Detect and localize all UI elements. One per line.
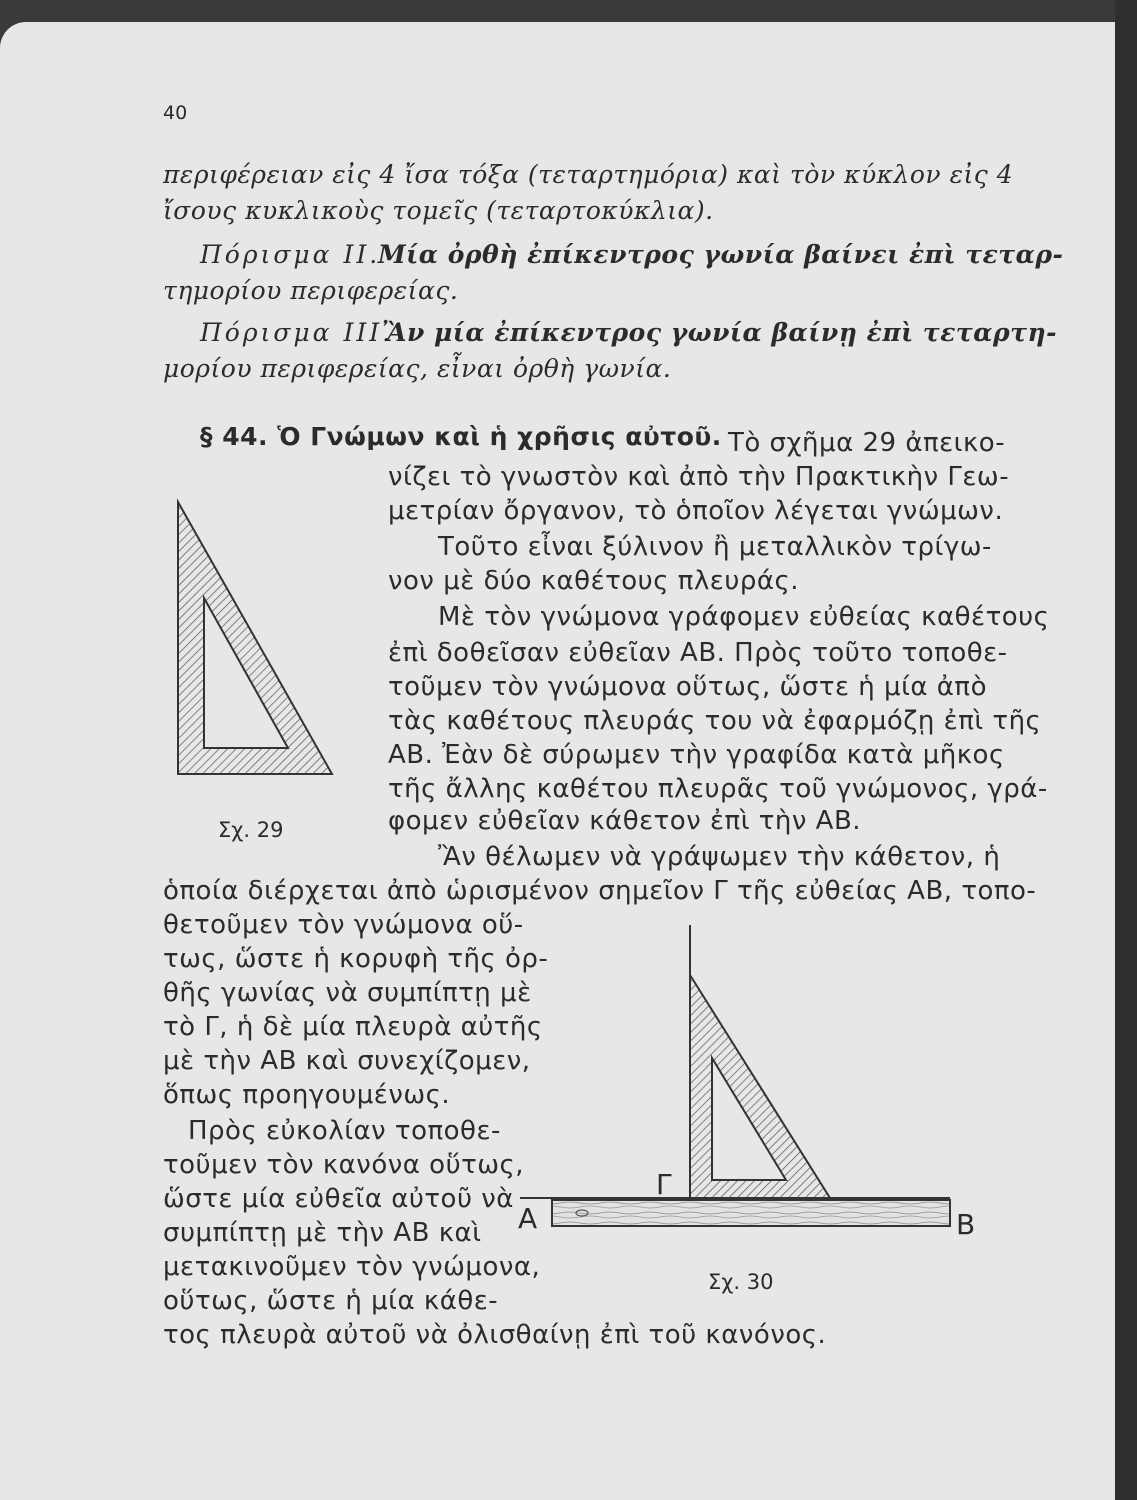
text-line: τῆς ἄλλης καθέτου πλευρᾶς τοῦ γνώμονος, γρά- <box>388 774 1048 804</box>
text-line: Πρὸς εὐκολίαν τοποθε- <box>188 1116 501 1146</box>
text-line: ὁποία διέρχεται ἀπὸ ὡρισμένον σημεῖον Γ τῆς εὐθείας ΑΒ, τοπο- <box>163 876 1037 906</box>
figure-30-caption: Σχ. 30 <box>708 1270 774 1294</box>
section-heading: § 44. Ὁ Γνώμων καὶ ἡ χρῆσις αὐτοῦ. <box>200 422 722 451</box>
page-number: 40 <box>163 102 188 124</box>
text-line: ἴσους κυκλικοὺς τομεῖς (τεταρτοκύκλια). <box>163 196 714 225</box>
text-line: Τοῦτο εἶναι ξύλινον ἢ μεταλλικὸν τρίγω- <box>438 532 992 562</box>
text-line: μετρίαν ὄργανον, τὸ ὁποῖον λέγεται γνώμων. <box>388 496 1004 526</box>
text-line: θετοῦμεν τὸν γνώμονα οὕ- <box>163 910 524 940</box>
text-line: μετακινοῦμεν τὸν γνώμονα, <box>163 1252 541 1282</box>
text-line: ΑΒ. Ἐὰν δὲ σύρωμεν τὴν γραφίδα κατὰ μῆκος <box>388 740 1005 770</box>
text-line: μορίου περιφερείας, εἶναι ὀρθὴ γωνία. <box>163 354 672 383</box>
corollary-ii-title: Πόρισμα ΙΙ. <box>200 240 381 269</box>
point-b-label: Β <box>956 1208 976 1241</box>
text-line: νον μὲ δύο καθέτους πλευράς. <box>388 566 800 596</box>
text-line: φομεν εὐθεῖαν κάθετον ἐπὶ τὴν ΑΒ. <box>388 806 862 836</box>
text-line: νίζει τὸ γνωστὸν καὶ ἀπὸ τὴν Πρακτικὴν Γεω- <box>388 462 1010 492</box>
figure-29-set-square <box>178 502 332 774</box>
corollary-iii-title: Πόρισμα ΙΙΙ. <box>200 318 394 347</box>
point-gamma-label: Γ <box>656 1168 672 1201</box>
text-line: τὰς καθέτους πλευράς του νὰ ἐφαρμόζῃ ἐπὶ τῆς <box>388 706 1042 736</box>
text-line: συμπίπτῃ μὲ τὴν ΑΒ καὶ <box>163 1218 482 1248</box>
text-line: τημορίου περιφερείας. <box>163 276 459 305</box>
text-line: Ἂν μία ἐπίκεντρος γωνία βαίνῃ ἐπὶ τεταρτη- <box>382 318 1057 347</box>
text-line: Μὲ τὸν γνώμονα γράφομεν εὐθείας καθέτους <box>438 602 1050 632</box>
text-line: τοῦμεν τὸν κανόνα οὕτως, <box>163 1150 525 1180</box>
text-line: Μία ὀρθὴ ἐπίκεντρος γωνία βαίνει ἐπὶ τεταρ- <box>378 240 1064 269</box>
text-line: ὥστε μία εὐθεῖα αὐτοῦ νὰ <box>163 1184 514 1214</box>
text-line: ὅπως προηγουμένως. <box>163 1080 451 1110</box>
text-line: τοῦμεν τὸν γνώμονα οὕτως, ὥστε ἡ μία ἀπὸ <box>388 672 987 702</box>
point-a-label: Α <box>518 1202 538 1235</box>
figure-29-caption: Σχ. 29 <box>218 818 284 842</box>
text-line: θῆς γωνίας νὰ συμπίπτῃ μὲ <box>163 978 532 1008</box>
text-line: Τὸ σχῆμα 29 ἀπεικο- <box>728 428 1006 458</box>
text-line: τως, ὥστε ἡ κορυφὴ τῆς ὀρ- <box>163 944 549 974</box>
text-line: τὸ Γ, ἡ δὲ μία πλευρὰ αὐτῆς <box>163 1012 543 1042</box>
text-line: ἐπὶ δοθεῖσαν εὐθεῖαν ΑΒ. Πρὸς τοῦτο τοποθε- <box>388 638 1008 668</box>
text-line: τος πλευρὰ αὐτοῦ νὰ ὀλισθαίνῃ ἐπὶ τοῦ κανόνος. <box>163 1320 827 1350</box>
text-line: περιφέρειαν εἰς 4 ἴσα τόξα (τεταρτημόρια) καὶ τὸν κύκλον εἰς 4 <box>163 160 1014 189</box>
text-line: οὕτως, ὥστε ἡ μία κάθε- <box>163 1286 499 1316</box>
text-line: Ἂν θέλωμεν νὰ γράψωμεν τὴν κάθετον, ἡ <box>438 842 1001 872</box>
figure-30-drawing <box>520 925 950 1226</box>
text-line: μὲ τὴν ΑΒ καὶ συνεχίζομεν, <box>163 1046 531 1076</box>
